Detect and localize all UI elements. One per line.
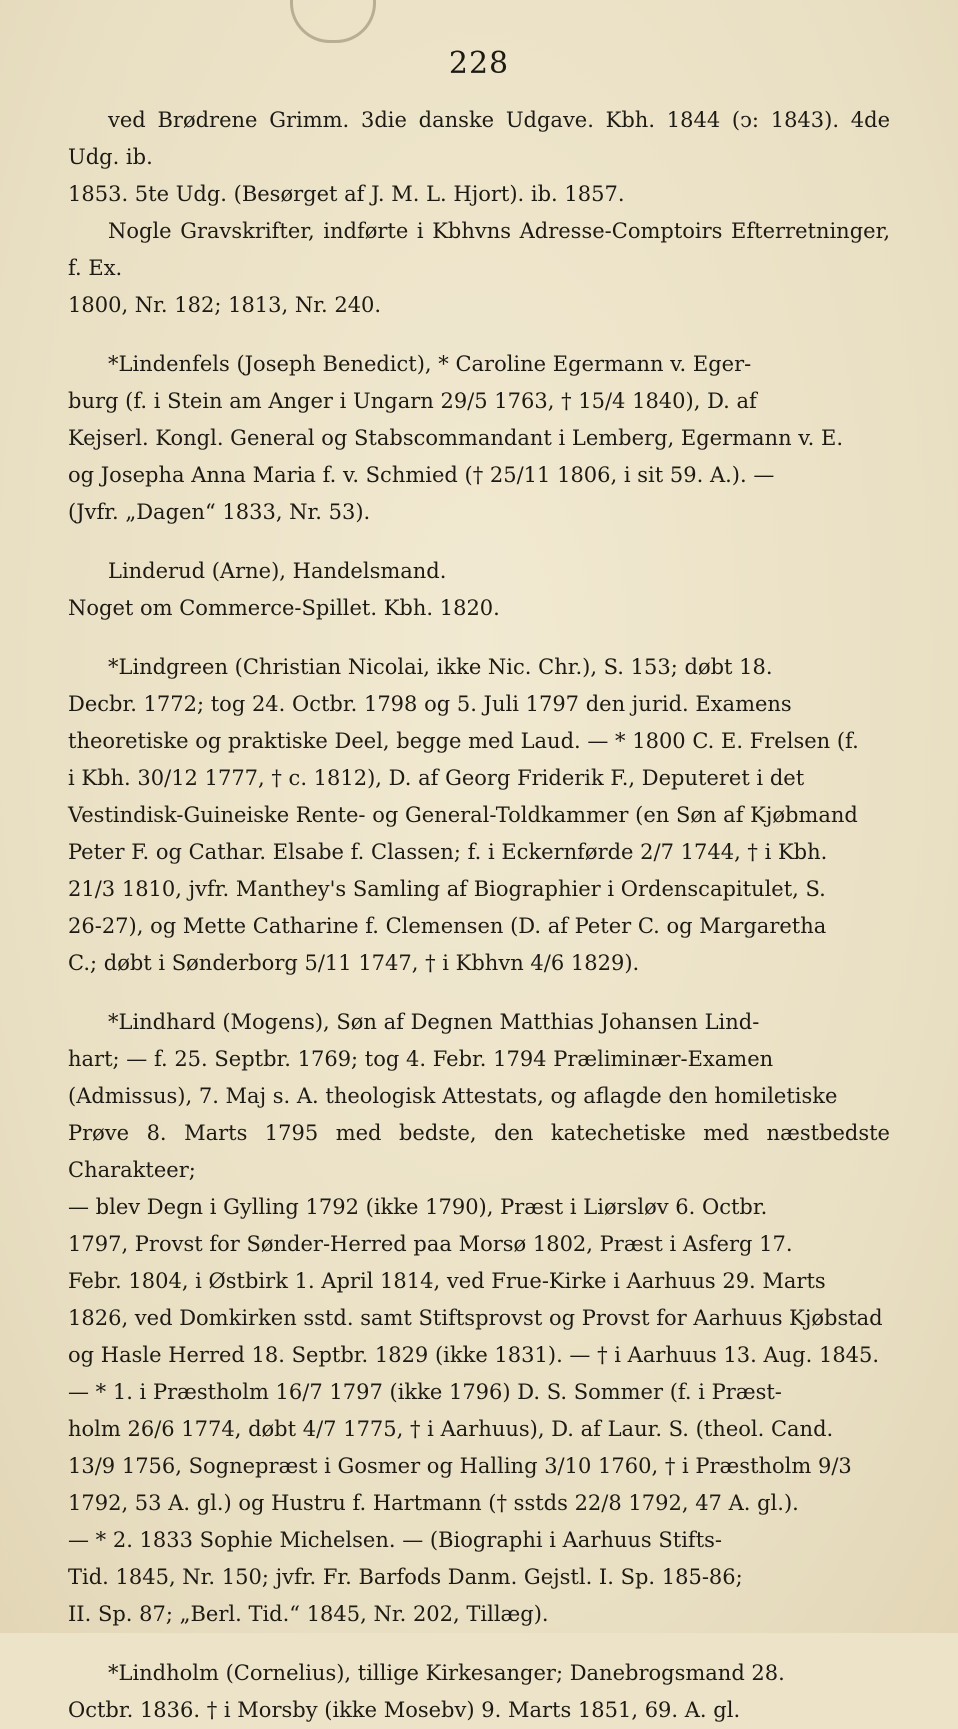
text-line: Nogle Gravskrifter, indførte i Kbhvns Adresse-Comptoirs Efterretninger, f. Ex.: [68, 219, 890, 280]
entry: [68, 213, 890, 324]
entry: [68, 553, 890, 627]
text-line: theoretiske og praktiske Deel, begge med Laud. — * 1800 C. E. Frelsen (f.: [68, 729, 859, 753]
text-line: ved Brødrene Grimm. 3die danske Udgave. Kbh. 1844 (ↄ: 1843). 4de Udg. ib.: [68, 108, 890, 169]
entry: [68, 1004, 890, 1633]
text-line: Tid. 1845, Nr. 150; jvfr. Fr. Barfods Danm. Gejstl. I. Sp. 185-86;: [68, 1565, 743, 1589]
text-line: burg (f. i Stein am Anger i Ungarn 29/5 1763, † 15/4 1840), D. af: [68, 389, 757, 413]
entry: [68, 1655, 890, 1729]
text-line: *Lindgreen (Christian Nicolai, ikke Nic. Chr.), S. 153; døbt 18.: [108, 655, 773, 679]
text-line: Noget om Commerce-Spillet. Kbh. 1820.: [68, 596, 500, 620]
text-line: C.; døbt i Sønderborg 5/11 1747, † i Kbhvn 4/6 1829).: [68, 951, 640, 975]
text-line: Peter F. og Cathar. Elsabe f. Classen; f. i Eckernførde 2/7 1744, † i Kbh.: [68, 840, 828, 864]
text-line: — blev Degn i Gylling 1792 (ikke 1790), Præst i Liørsløv 6. Octbr.: [68, 1195, 768, 1219]
text-line: (Jvfr. „Dagen“ 1833, Nr. 53).: [68, 500, 371, 524]
text-line: — * 2. 1833 Sophie Michelsen. — (Biographi i Aarhuus Stifts-: [68, 1528, 723, 1552]
text-line: holm 26/6 1774, døbt 4/7 1775, † i Aarhuus), D. af Laur. S. (theol. Cand.: [68, 1417, 834, 1441]
entry-gap: [68, 627, 890, 649]
text-line: (Admissus), 7. Maj s. A. theologisk Attestats, og aflagde den homiletiske: [68, 1084, 838, 1108]
text-line: Kejserl. Kongl. General og Stabscommandant i Lemberg, Egermann v. E.: [68, 426, 843, 450]
text-line: og Josepha Anna Maria f. v. Schmied († 25/11 1806, i sit 59. A.). —: [68, 463, 775, 487]
binding-mark: [290, 0, 376, 43]
text-line: 1792, 53 A. gl.) og Hustru f. Hartmann († sstds 22/8 1792, 47 A. gl.).: [68, 1491, 799, 1515]
text-line: — * 1. i Præstholm 16/7 1797 (ikke 1796) D. S. Sommer (f. i Præst-: [68, 1380, 782, 1404]
entry-gap: [68, 531, 890, 553]
entry-gap: [68, 982, 890, 1004]
text-line: 1800, Nr. 182; 1813, Nr. 240.: [68, 293, 382, 317]
entry-gap: [68, 324, 890, 346]
text-line: i Kbh. 30/12 1777, † c. 1812), D. af Georg Friderik F., Deputeret i det: [68, 766, 805, 790]
text-line: II. Sp. 87; „Berl. Tid.“ 1845, Nr. 202, Tillæg).: [68, 1602, 549, 1626]
text-line: hart; — f. 25. Septbr. 1769; tog 4. Febr. 1794 Præliminær-Examen: [68, 1047, 774, 1071]
text-line: 26-27), og Mette Catharine f. Clemensen (D. af Peter C. og Margaretha: [68, 914, 827, 938]
page-text: [68, 102, 890, 1729]
text-line: Linderud (Arne), Handelsmand.: [108, 559, 447, 583]
entry-gap: [68, 1633, 890, 1655]
text-line: *Lindhard (Mogens), Søn af Degnen Matthias Johansen Lind-: [108, 1010, 760, 1034]
page-number: 228: [448, 46, 510, 81]
text-line: 13/9 1756, Sognepræst i Gosmer og Halling 3/10 1760, † i Præstholm 9/3: [68, 1454, 852, 1478]
text-line: *Lindenfels (Joseph Benedict), * Caroline Egermann v. Eger-: [108, 352, 752, 376]
text-line: Febr. 1804, i Østbirk 1. April 1814, ved Frue-Kirke i Aarhuus 29. Marts: [68, 1269, 826, 1293]
text-line: 21/3 1810, jvfr. Manthey's Samling af Biographier i Ordenscapitulet, S.: [68, 877, 826, 901]
entry: [68, 346, 890, 531]
entry: [68, 102, 890, 213]
text-line: *Lindholm (Cornelius), tillige Kirkesanger; Danebrogsmand 28.: [108, 1661, 785, 1685]
text-line: Vestindisk-Guineiske Rente- og General-Toldkammer (en Søn af Kjøbmand: [68, 803, 858, 827]
text-line: 1797, Provst for Sønder-Herred paa Morsø 1802, Præst i Asferg 17.: [68, 1232, 793, 1256]
entry: [68, 649, 890, 982]
text-line: og Hasle Herred 18. Septbr. 1829 (ikke 1831). — † i Aarhuus 13. Aug. 1845.: [68, 1343, 880, 1367]
text-line: 1853. 5te Udg. (Besørget af J. M. L. Hjort). ib. 1857.: [68, 182, 625, 206]
text-line: 1826, ved Domkirken sstd. samt Stiftsprovst og Provst for Aarhuus Kjøbstad: [68, 1306, 883, 1330]
text-line: Octbr. 1836. † i Morsby (ikke Mosebv) 9. Marts 1851, 69. A. gl.: [68, 1698, 741, 1722]
text-line: Prøve 8. Marts 1795 med bedste, den katechetiske med næstbedste Charakteer;: [68, 1121, 890, 1182]
text-line: Decbr. 1772; tog 24. Octbr. 1798 og 5. Juli 1797 den jurid. Examens: [68, 692, 792, 716]
